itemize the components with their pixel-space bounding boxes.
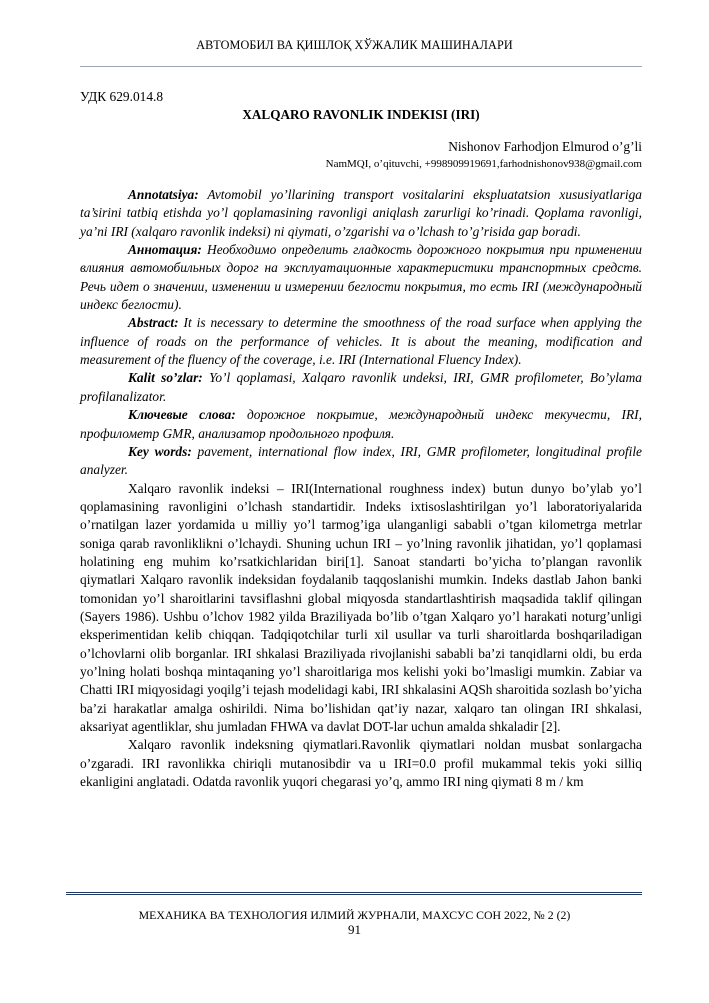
body-paragraph: Xalqaro ravonlik indeksi – IRI(International roughness index) butun dunyo bo’ylab yo’l qoplamasining ravonligini o’lchash standartidir. Indeks ixtisoslashtirilgan yo’l laboratoriyalarida o’rnatilgan lazer yordamida u milliy yo’l tarmog’iga ulanganligi sababli o’tgan kilometrga metrlar soniga qarab ravonliklikni o’lchaydi. Shuning uchun IRI – yo’lning ravonlik jihatidan, yo’l qoplamasi holatining eng muhim ko’rsatkichlaridan biri[1]. Sanoat standarti bo’yicha to’plangan ravonlik qiymatlari Xalqaro ravonlik indeksidan foydalanib taqqoslanishi mumkin. Indeks dastlab Jahon banki tomonidan yo’l sharoitlarini tavsiflashni global miqyosda standartlashtirish maqsadida taklif qilingan (Sayers 1986). Ushbu o’lchov 1982 yilda Braziliyada bo’lib o’tgan Xalqaro yo’l harakati noturg’unligi eksperimentidan kelib chiqqan. Tadqiqotchilar turli xil usullar va turli sharoitlarda boshqariladigan o’lchovlarni olib borganlar. IRI shkalasi Braziliyada rivojlanishi sababli ba’zi tanqidlarni oldi, bu erda yo’lning holati boshqa mintaqaning yo’l sharoitlariga mos kelishi yoki bo’lmasligi mumkin. Zabiar va Chatti IRI miqyosidagi yoqilg’i tejash modelidagi kabi, IRI shkalasini AQSh sharoitida sozlash bo’yicha ba’zi harakatlar amalga oshirildi. Nima bo’lishidan qat’iy nazar, xalqaro tan olingan IRI shkalasi, aksariyat agentliklar, shu jumladan FHWA va davlat DOT-lar uchun amalda shkaladir [2].: [80, 480, 642, 734]
keywords-ru: [80, 406, 642, 443]
running-footer: МЕХАНИКА ВА ТЕХНОЛОГИЯ ИЛМИЙ ЖУРНАЛИ, МАХСУС СОН 2022, № 2 (2): [138, 908, 571, 922]
abstract-en-text: It is necessary to determine the smoothness of the road surface when applying the influence of roads on the performance of vehicles. It is about the meaning, modification and measurement of the fluency of the coverage, i.e. IRI (International Fluency Index).: [80, 315, 642, 368]
annotation-ru-text: Необходимо определить гладкость дорожного покрытия при применении влияния автомобильных дорог на эксплуатационные характеристики транспортных средств. Речь идет о значении, изменении и измерении беглости покрытия, то есть IRI (международный индекс беглости).: [80, 242, 642, 313]
keywords-ru-text: дорожное покрытие, международный индекс текучести, IRI, профилометр GMR, анализатор продольного профиля.: [80, 407, 642, 441]
annotation-uz: [80, 186, 642, 241]
author-name: Nishonov Farhodjon Elmurod o’g’li: [448, 138, 642, 154]
keywords-en-label: Key words:: [128, 443, 192, 459]
abstract-en: [80, 314, 642, 369]
article-title: XALQARO RAVONLIK INDEKISI (IRI): [242, 107, 480, 123]
annotation-uz-text: Avtomobil yo’llarining transport vositalarini ekspluatatsion xususiyatlariga ta’sirini tatbiq etishda yo’l qoplamasining ravonligi aniqlash zarurligi ko’rinadi. Qoplama ravonligi, ya’ni IRI (xalqaro ravonlik indeksi) ni qiymati, o’zgarishi va o’lchash to’g’risida gap boradi.: [80, 187, 642, 239]
article-body: [80, 88, 642, 791]
keywords-ru-label: Ключевые слова:: [128, 407, 236, 423]
annotation-ru-label: Аннотация:: [128, 242, 202, 258]
body-paragraph: Xalqaro ravonlik indeksning qiymatlari.Ravonlik qiymatlari noldan musbat sonlargacha o’zgaradi. IRI ravonlikka chiriqli mutanosibdir va u IRI=0.0 profil mukammal tekis yoki silliq ekanligini anglatadi. Odatda ravonlik yuqori chegarasi yo’q, ammo IRI ning qiymati 8 m / km: [80, 737, 642, 790]
page-number: 91: [348, 922, 361, 937]
author-affiliation: NamMQI, o’qituvchi, +998909919691,farhodnishonov938@gmail.com: [325, 158, 642, 171]
keywords-en: [80, 443, 642, 480]
header-divider: [80, 66, 642, 67]
running-header: АВТОМОБИЛ ВА ҚИШЛОҚ ХЎЖАЛИК МАШИНАЛАРИ: [196, 38, 513, 52]
keywords-uz-text: Yo’l qoplamasi, Xalqaro ravonlik undeksi, IRI, GMR profilometer, Bo’ylama profilanalizator.: [80, 370, 642, 404]
annotation-uz-label: Annotatsiya:: [128, 187, 199, 203]
keywords-uz: [80, 369, 642, 406]
annotation-ru: [80, 241, 642, 314]
keywords-uz-label: Kalit so’zlar:: [128, 370, 203, 386]
footer-divider: [66, 892, 642, 895]
udk-code: УДК 629.014.8: [80, 89, 164, 104]
abstract-en-label: Abstract:: [128, 315, 179, 331]
keywords-en-text: pavement, international flow index, IRI, GMR profilometer, longitudinal profile analyzer.: [80, 443, 642, 478]
